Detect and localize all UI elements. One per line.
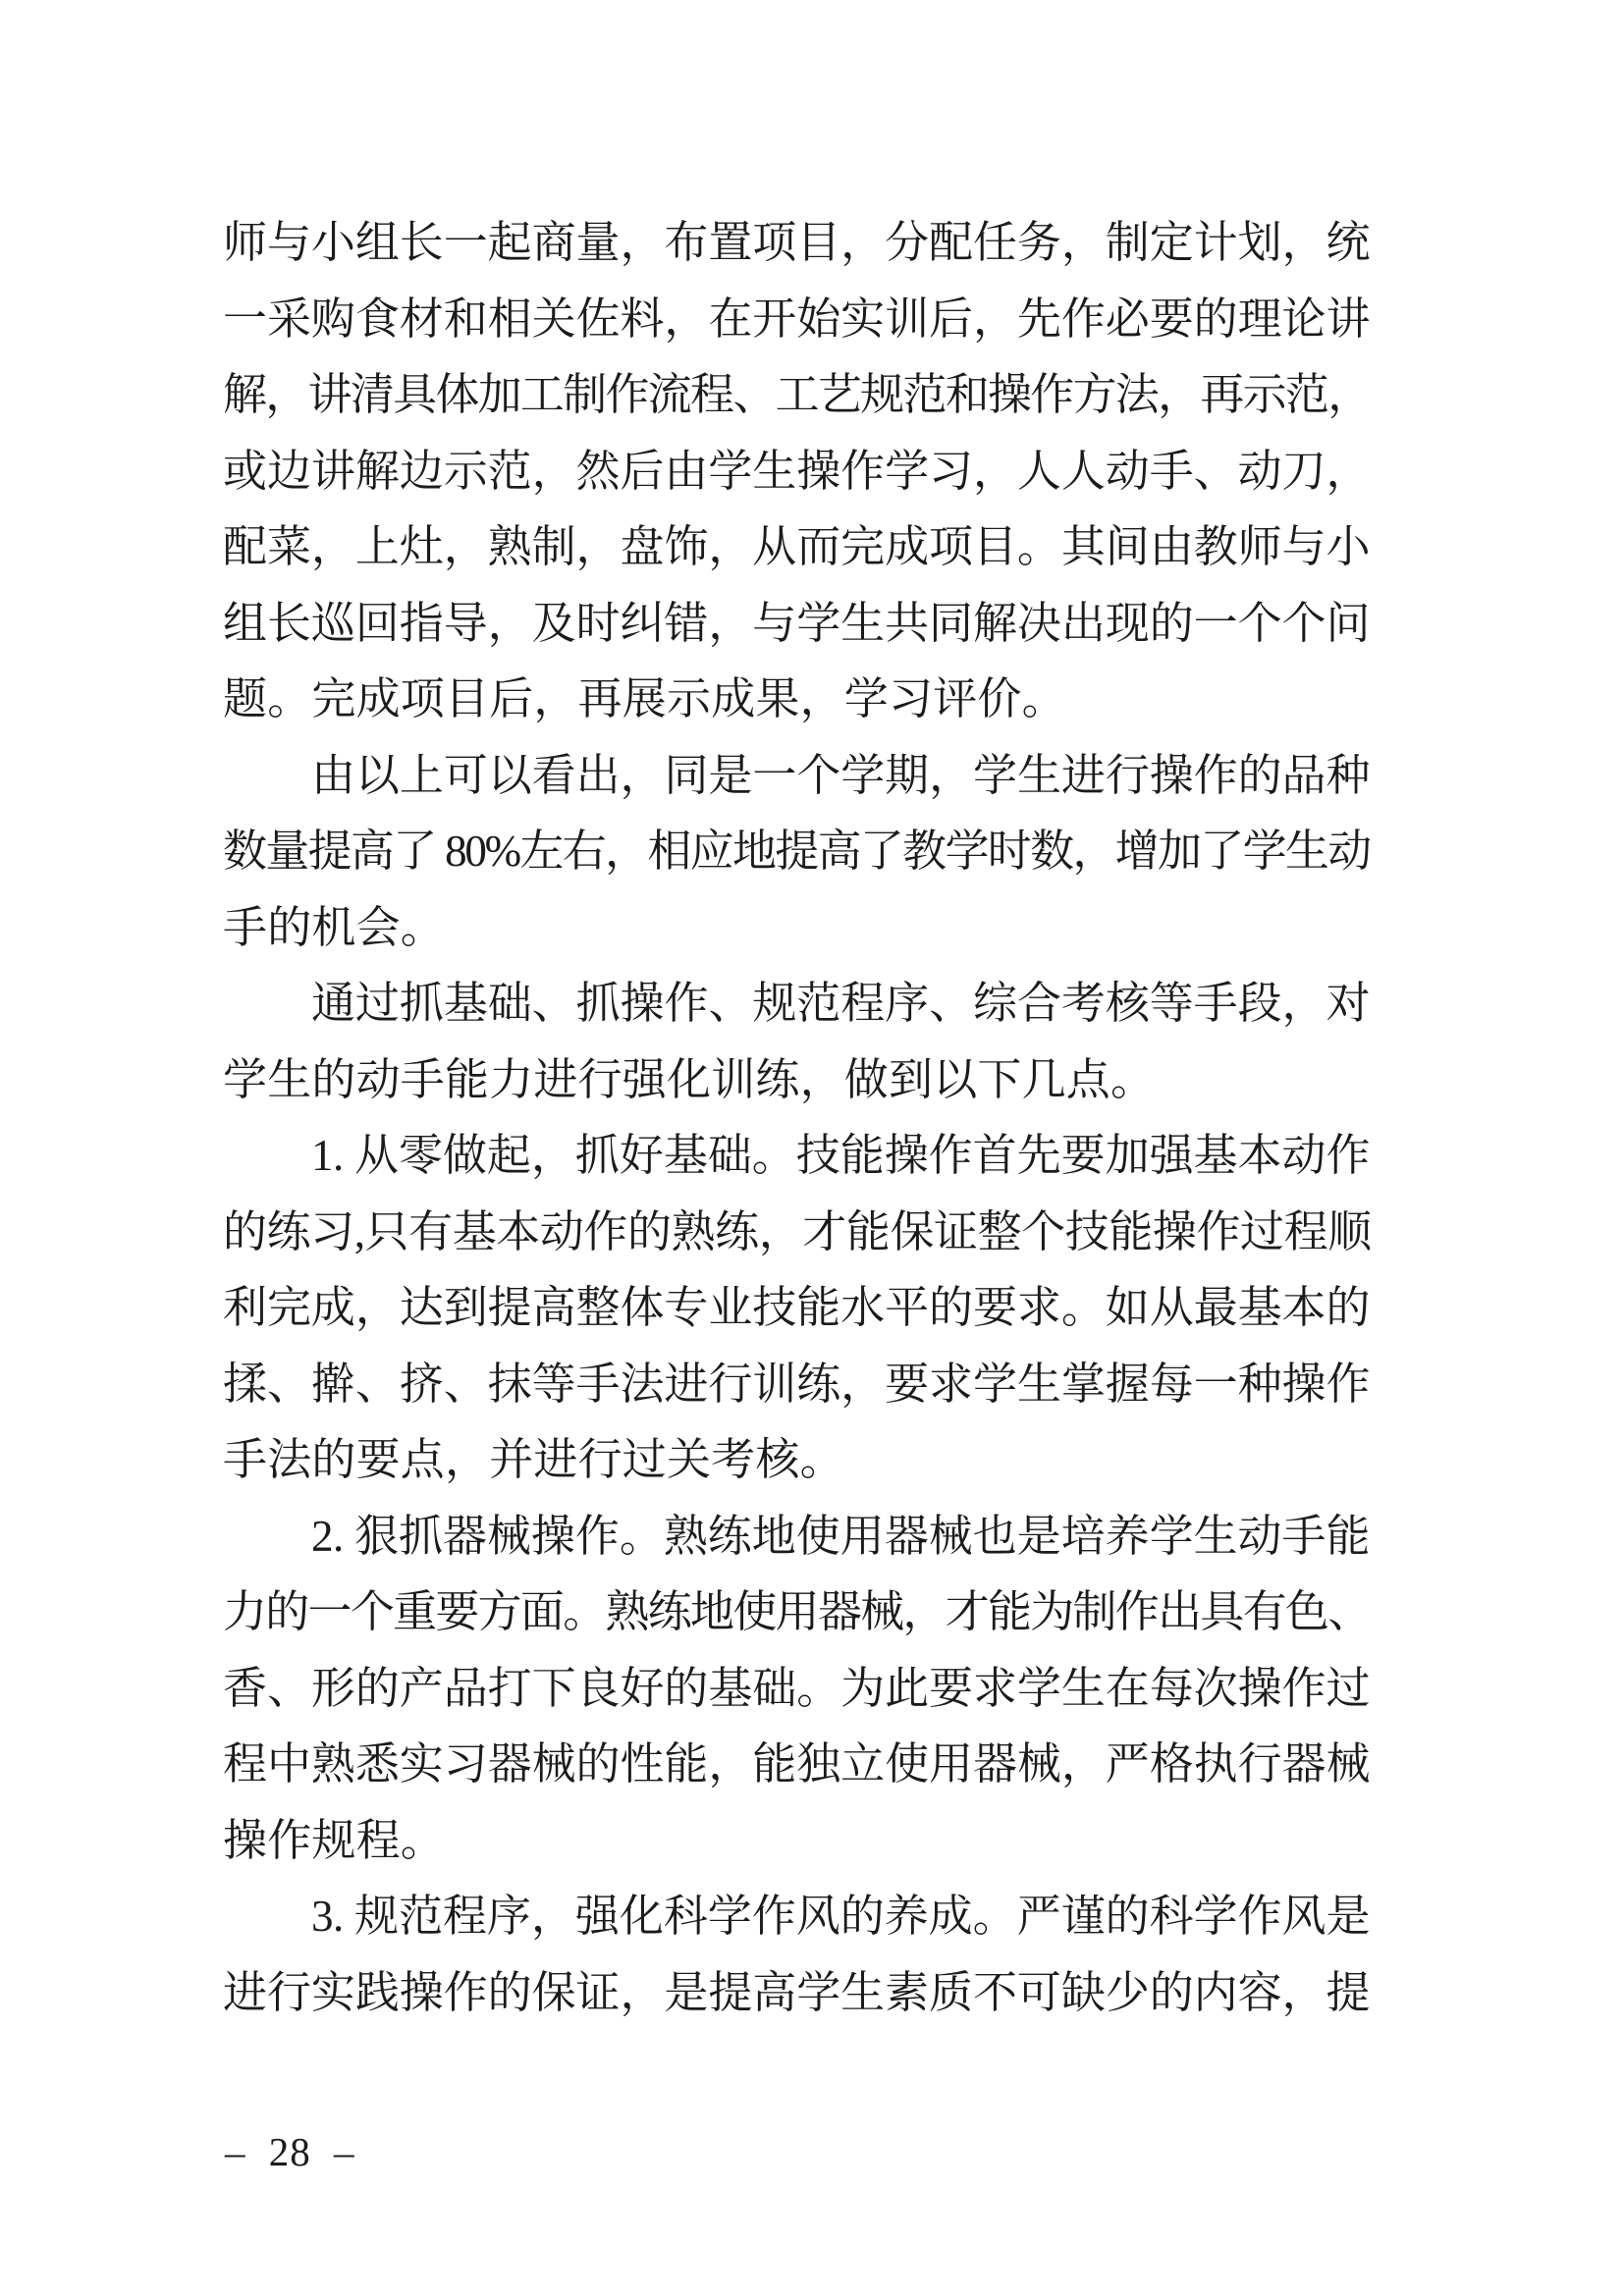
text-line: 手的机会。 (223, 902, 446, 952)
text-line: 由以上可以看出，同是一个学期，学生进行操作的品种 (311, 750, 1370, 800)
text-line: 师与小组长一起商量，布置项目，分配任务，制定计划，统 (223, 218, 1370, 267)
text-line: 1. 从零做起，抓好基础。技能操作首先要加强基本动作 (311, 1131, 1370, 1180)
text-line: 操作规程。 (223, 1815, 446, 1865)
text-line: 2. 狠抓器械操作。熟练地使用器械也是培养学生动手能 (311, 1511, 1370, 1561)
text-line: 揉、擀、挤、抹等手法进行训练，要求学生掌握每一种操作 (223, 1359, 1370, 1409)
text-line: 手法的要点，并进行过关考核。 (223, 1435, 844, 1484)
text-line: 学生的动手能力进行强化训练，做到以下几点。 (223, 1054, 1156, 1104)
text-line: 程中熟悉实习器械的性能，能独立使用器械，严格执行器械 (223, 1739, 1370, 1789)
page-number: – 28 – (225, 2129, 355, 2174)
text-line: 解，讲清具体加工制作流程、工艺规范和操作方法，再示范， (223, 370, 1370, 419)
text-line: 3. 规范程序，强化科学作风的养成。严谨的科学作风是 (311, 1892, 1370, 1941)
text-line: 配菜，上灶，熟制，盘饰，从而完成项目。其间由教师与小 (223, 522, 1370, 571)
document-body (223, 205, 1370, 2031)
text-line: 香、形的产品打下良好的基础。为此要求学生在每次操作过 (223, 1663, 1370, 1713)
text-line: 或边讲解边示范，然后由学生操作学习，人人动手、动刀， (223, 446, 1370, 496)
text-line: 通过抓基础、抓操作、规范程序、综合考核等手段，对 (311, 979, 1370, 1028)
text-line: 一采购食材和相关佐料，在开始实训后，先作必要的理论讲 (223, 294, 1370, 344)
text-line: 的练习,只有基本动作的熟练，才能保证整个技能操作过程顺 (223, 1206, 1370, 1256)
text-line: 利完成，达到提高整体专业技能水平的要求。如从最基本的 (223, 1283, 1370, 1332)
text-line: 力的一个重要方面。熟练地使用器械，才能为制作出具有色、 (223, 1587, 1370, 1636)
text-line: 进行实践操作的保证，是提高学生素质不可缺少的内容，提 (223, 1967, 1370, 2017)
text-line: 数量提高了 80%左右，相应地提高了教学时数，增加了学生动 (223, 827, 1370, 876)
text-line: 组长巡回指导，及时纠错，与学生共同解决出现的一个个问 (223, 598, 1370, 648)
text-line: 题。完成项目后，再展示成果，学习评价。 (223, 674, 1066, 723)
